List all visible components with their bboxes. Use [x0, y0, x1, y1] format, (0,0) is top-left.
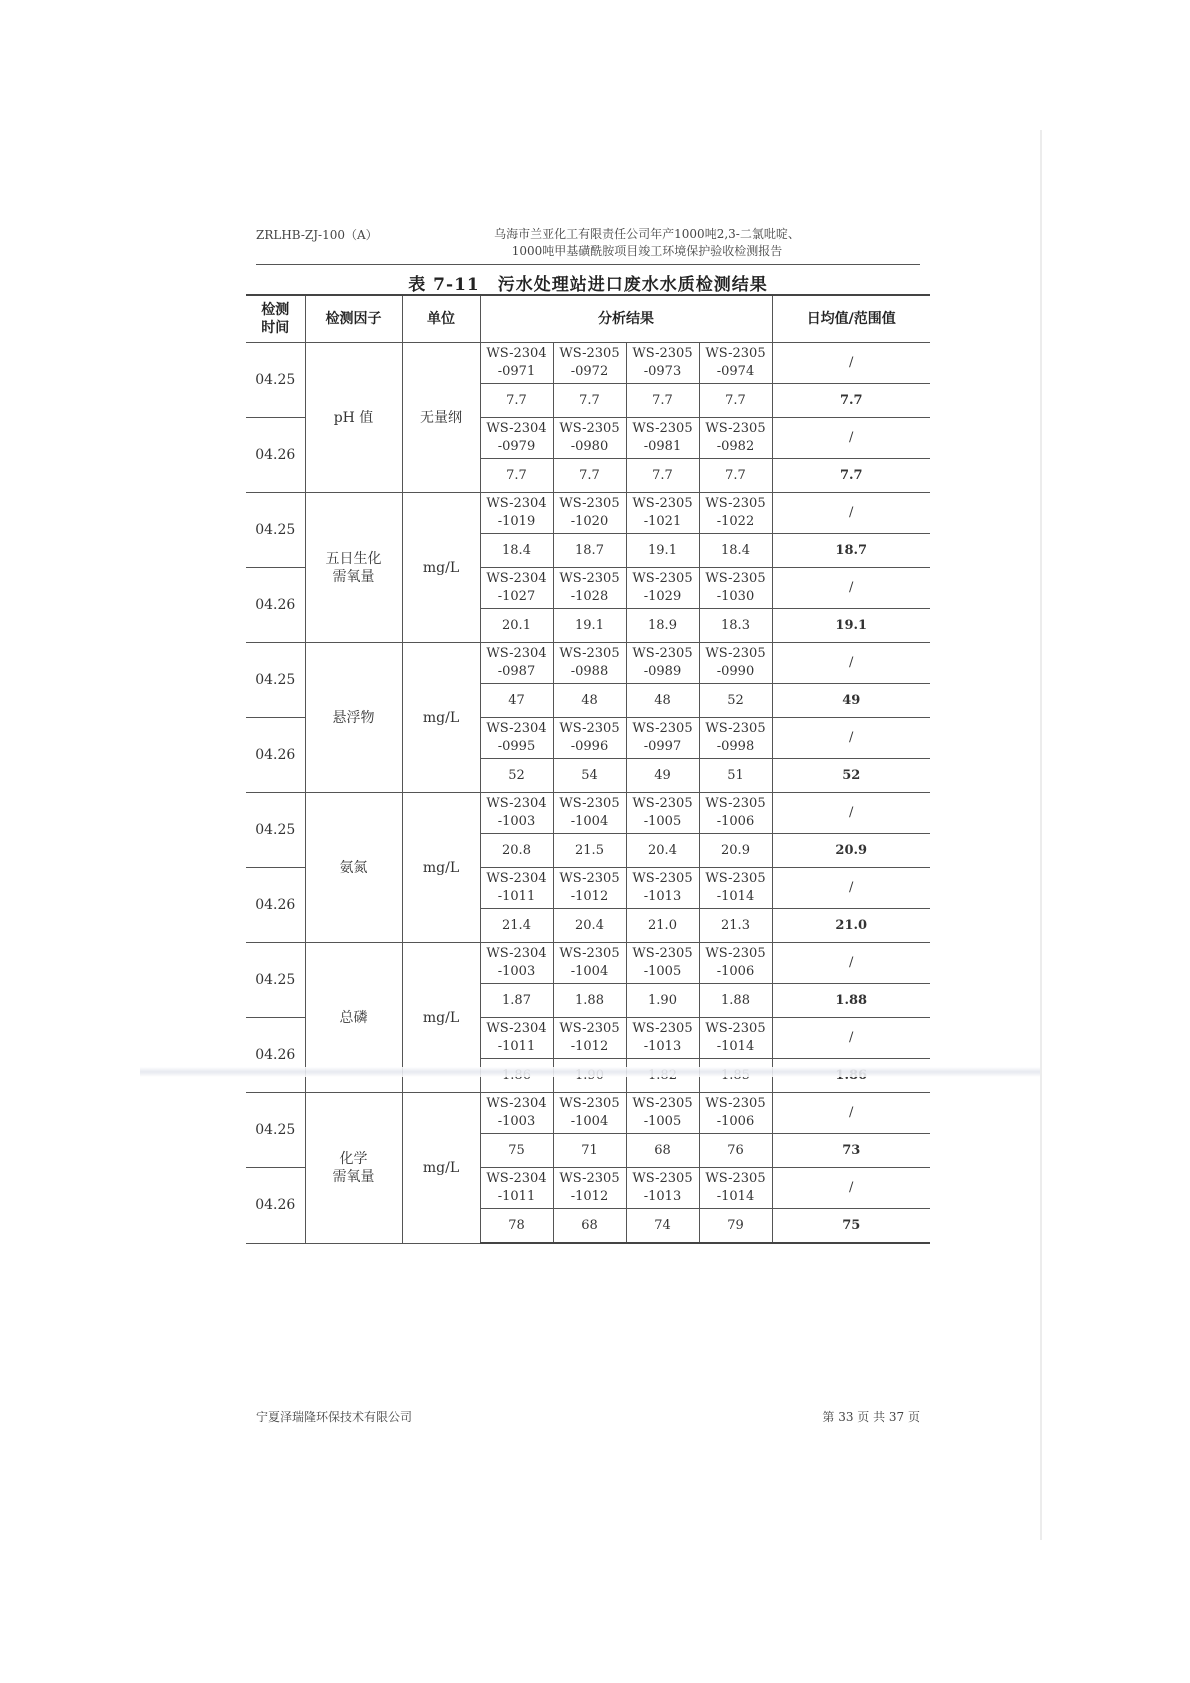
cell-sample-code — [553, 418, 626, 459]
sample-code-part: WS-2304 — [486, 496, 547, 511]
sample-code-part: WS-2304 — [486, 421, 547, 436]
cell-sample-code — [480, 643, 553, 684]
document-code: ZRLHB-ZJ-100（A） — [256, 228, 378, 242]
cell-sample-code — [553, 643, 626, 684]
sample-code-part: -1005 — [643, 814, 682, 829]
sample-code-part: WS-2305 — [705, 1096, 766, 1111]
table-caption — [246, 270, 930, 295]
report-title — [452, 226, 842, 260]
cell-sample-code — [699, 493, 772, 534]
sample-code-part: WS-2305 — [559, 1021, 620, 1036]
cell-sample-code — [480, 868, 553, 909]
sample-code-part: -1011 — [497, 1039, 536, 1054]
cell-value: 7.7 — [480, 384, 553, 418]
cell-sample-code — [699, 943, 772, 984]
sample-code-part: WS-2305 — [632, 946, 693, 961]
sample-code-part: WS-2305 — [705, 871, 766, 886]
cell-value: 7.7 — [553, 384, 626, 418]
cell-unit: mg/L — [402, 493, 480, 643]
cell-unit: mg/L — [402, 943, 480, 1093]
cell-value: 20.1 — [480, 609, 553, 643]
sample-code-part: -1021 — [643, 514, 682, 529]
cell-value: 1.87 — [480, 984, 553, 1018]
factor-line: 五日生化 — [325, 550, 382, 567]
factor-line: 总磷 — [339, 1009, 368, 1026]
cell-sample-code — [553, 1093, 626, 1134]
cell-sample-code — [626, 1018, 699, 1059]
table-row — [246, 493, 930, 534]
sample-code-part: -1012 — [570, 889, 609, 904]
cell-avg-placeholder: / — [772, 718, 930, 759]
sample-code-part: WS-2305 — [705, 721, 766, 736]
factor-line: pH 值 — [333, 409, 374, 426]
sample-code-part: WS-2305 — [632, 421, 693, 436]
cell-value: 79 — [699, 1209, 772, 1244]
cell-daily-average: 52 — [772, 759, 930, 793]
report-title-line-1: 乌海市兰亚化工有限责任公司年产1000吨2,3-二氯吡啶、 — [494, 227, 800, 241]
sample-code-part: -0995 — [497, 739, 536, 754]
sample-code-part: -1014 — [716, 1039, 755, 1054]
cell-factor — [305, 493, 402, 643]
sample-code-part: WS-2305 — [705, 946, 766, 961]
cell-sample-code — [626, 643, 699, 684]
cell-sample-code — [553, 943, 626, 984]
sample-code-part: WS-2305 — [705, 496, 766, 511]
sample-code-part: WS-2305 — [632, 871, 693, 886]
sample-code-part: WS-2305 — [705, 421, 766, 436]
sample-code-part: -0998 — [716, 739, 755, 754]
cell-sample-code — [553, 1168, 626, 1209]
sample-code-part: WS-2304 — [486, 646, 547, 661]
cell-value: 71 — [553, 1134, 626, 1168]
cell-daily-average: 75 — [772, 1209, 930, 1244]
factor-line: 氨氮 — [339, 859, 368, 876]
cell-value: 48 — [553, 684, 626, 718]
sample-code-part: WS-2305 — [705, 571, 766, 586]
cell-value: 7.7 — [626, 384, 699, 418]
cell-value: 52 — [480, 759, 553, 793]
sample-code-part: WS-2305 — [632, 721, 693, 736]
cell-value: 76 — [699, 1134, 772, 1168]
sample-code-part: -0973 — [643, 364, 682, 379]
cell-avg-placeholder: / — [772, 493, 930, 534]
cell-sample-code — [699, 418, 772, 459]
cell-date: 04.25 — [246, 643, 305, 718]
factor-line: 需氧量 — [332, 568, 375, 585]
sample-code-part: WS-2304 — [486, 1171, 547, 1186]
cell-factor — [305, 793, 402, 943]
cell-sample-code — [553, 493, 626, 534]
sample-code-part: -0989 — [643, 664, 682, 679]
cell-date: 04.26 — [246, 868, 305, 943]
cell-sample-code — [480, 1018, 553, 1059]
cell-sample-code — [699, 868, 772, 909]
sample-code-part: WS-2305 — [559, 571, 620, 586]
sample-code-part: WS-2305 — [632, 496, 693, 511]
cell-daily-average: 21.0 — [772, 909, 930, 943]
sample-code-part: -1022 — [716, 514, 755, 529]
table-row — [246, 643, 930, 684]
cell-sample-code — [626, 1093, 699, 1134]
cell-unit: mg/L — [402, 793, 480, 943]
sample-code-part: WS-2304 — [486, 571, 547, 586]
sample-code-part: -0988 — [570, 664, 609, 679]
sample-code-part: WS-2305 — [559, 796, 620, 811]
cell-value: 20.4 — [626, 834, 699, 868]
sample-code-part: -1003 — [497, 1114, 536, 1129]
cell-sample-code — [553, 343, 626, 384]
sample-code-part: WS-2305 — [632, 1021, 693, 1036]
cell-value: 20.4 — [553, 909, 626, 943]
cell-sample-code — [699, 793, 772, 834]
sample-code-part: WS-2305 — [559, 1171, 620, 1186]
sample-code-part: WS-2305 — [632, 1096, 693, 1111]
sample-code-part: -0974 — [716, 364, 755, 379]
cell-value: 1.88 — [553, 984, 626, 1018]
table-number: 表 7-11 — [408, 275, 480, 295]
cell-sample-code — [699, 718, 772, 759]
report-header — [256, 222, 920, 265]
cell-date: 04.25 — [246, 493, 305, 568]
scan-artifact — [140, 1067, 1040, 1077]
cell-value: 21.5 — [553, 834, 626, 868]
cell-date: 04.26 — [246, 1168, 305, 1244]
cell-unit: 无量纲 — [402, 343, 480, 493]
cell-avg-placeholder: / — [772, 418, 930, 459]
cell-sample-code — [480, 418, 553, 459]
cell-sample-code — [626, 793, 699, 834]
factor-line: 化学 — [339, 1150, 368, 1167]
cell-value: 47 — [480, 684, 553, 718]
cell-sample-code — [626, 1168, 699, 1209]
cell-date: 04.26 — [246, 568, 305, 643]
sample-code-part: -0979 — [497, 439, 536, 454]
sample-code-part: WS-2305 — [632, 646, 693, 661]
sample-code-part: -0981 — [643, 439, 682, 454]
cell-sample-code — [626, 418, 699, 459]
cell-daily-average: 7.7 — [772, 459, 930, 493]
sample-code-part: -0971 — [497, 364, 536, 379]
table-row — [246, 943, 930, 984]
sample-code-part: WS-2305 — [559, 1096, 620, 1111]
cell-value: 74 — [626, 1209, 699, 1244]
cell-daily-average: 18.7 — [772, 534, 930, 568]
sample-code-part: -1004 — [570, 814, 609, 829]
cell-sample-code — [699, 568, 772, 609]
sample-code-part: -0982 — [716, 439, 755, 454]
cell-date: 04.26 — [246, 418, 305, 493]
sample-code-part: -1004 — [570, 964, 609, 979]
cell-avg-placeholder: / — [772, 1093, 930, 1134]
cell-sample-code — [480, 718, 553, 759]
cell-sample-code — [699, 1168, 772, 1209]
cell-unit: mg/L — [402, 643, 480, 793]
cell-value: 78 — [480, 1209, 553, 1244]
sample-code-part: -1006 — [716, 814, 755, 829]
cell-value: 21.3 — [699, 909, 772, 943]
sample-code-part: -1020 — [570, 514, 609, 529]
cell-value: 18.4 — [699, 534, 772, 568]
cell-date: 04.26 — [246, 718, 305, 793]
sample-code-part: WS-2305 — [632, 796, 693, 811]
cell-value: 18.4 — [480, 534, 553, 568]
cell-value: 19.1 — [553, 609, 626, 643]
sample-code-part: -1011 — [497, 1189, 536, 1204]
sample-code-part: -1012 — [570, 1039, 609, 1054]
cell-value: 7.7 — [626, 459, 699, 493]
cell-date: 04.26 — [246, 1018, 305, 1093]
table-row — [246, 1093, 930, 1134]
cell-sample-code — [553, 1018, 626, 1059]
header-unit: 单位 — [402, 295, 480, 343]
cell-value: 52 — [699, 684, 772, 718]
sample-code-part: -0990 — [716, 664, 755, 679]
sample-code-part: WS-2305 — [632, 346, 693, 361]
sample-code-part: -0980 — [570, 439, 609, 454]
cell-sample-code — [626, 568, 699, 609]
table-header-row — [246, 295, 930, 343]
cell-sample-code — [626, 343, 699, 384]
cell-value: 1.88 — [699, 984, 772, 1018]
sample-code-part: -1005 — [643, 964, 682, 979]
cell-factor — [305, 1093, 402, 1244]
sample-code-part: WS-2305 — [705, 646, 766, 661]
cell-sample-code — [699, 1018, 772, 1059]
table-row — [246, 343, 930, 384]
cell-sample-code — [480, 793, 553, 834]
cell-sample-code — [553, 568, 626, 609]
cell-sample-code — [553, 718, 626, 759]
cell-sample-code — [480, 1168, 553, 1209]
page-edge — [1040, 130, 1042, 1540]
cell-sample-code — [553, 793, 626, 834]
cell-value: 18.7 — [553, 534, 626, 568]
header-time: 检测 时间 — [246, 295, 305, 343]
cell-value: 20.8 — [480, 834, 553, 868]
cell-value: 19.1 — [626, 534, 699, 568]
cell-avg-placeholder: / — [772, 1018, 930, 1059]
cell-sample-code — [480, 943, 553, 984]
sample-code-part: -0997 — [643, 739, 682, 754]
cell-value: 7.7 — [480, 459, 553, 493]
cell-value: 1.90 — [626, 984, 699, 1018]
sample-code-part: -1006 — [716, 964, 755, 979]
cell-sample-code — [626, 868, 699, 909]
cell-date: 04.25 — [246, 943, 305, 1018]
cell-value: 7.7 — [699, 459, 772, 493]
factor-line: 悬浮物 — [332, 709, 375, 726]
cell-value: 49 — [626, 759, 699, 793]
cell-value: 75 — [480, 1134, 553, 1168]
sample-code-part: -1013 — [643, 1039, 682, 1054]
cell-avg-placeholder: / — [772, 643, 930, 684]
sample-code-part: -0987 — [497, 664, 536, 679]
sample-code-part: WS-2304 — [486, 796, 547, 811]
cell-date: 04.25 — [246, 1093, 305, 1168]
cell-value: 51 — [699, 759, 772, 793]
sample-code-part: WS-2305 — [705, 796, 766, 811]
sample-code-part: WS-2305 — [559, 346, 620, 361]
sample-code-part: WS-2304 — [486, 1021, 547, 1036]
table-row — [246, 793, 930, 834]
sample-code-part: -1014 — [716, 889, 755, 904]
cell-value: 68 — [553, 1209, 626, 1244]
cell-daily-average: 20.9 — [772, 834, 930, 868]
water-quality-table — [246, 294, 930, 1244]
sample-code-part: -1027 — [497, 589, 536, 604]
cell-daily-average: 19.1 — [772, 609, 930, 643]
sample-code-part: WS-2305 — [559, 646, 620, 661]
sample-code-part: WS-2305 — [632, 1171, 693, 1186]
sample-code-part: WS-2304 — [486, 871, 547, 886]
sample-code-part: WS-2304 — [486, 346, 547, 361]
sample-code-part: WS-2304 — [486, 946, 547, 961]
cell-sample-code — [480, 568, 553, 609]
cell-sample-code — [699, 643, 772, 684]
cell-value: 18.9 — [626, 609, 699, 643]
cell-value: 68 — [626, 1134, 699, 1168]
sample-code-part: -1003 — [497, 814, 536, 829]
cell-value: 7.7 — [553, 459, 626, 493]
cell-sample-code — [480, 493, 553, 534]
sample-code-part: WS-2305 — [705, 1171, 766, 1186]
sample-code-part: -1006 — [716, 1114, 755, 1129]
cell-sample-code — [626, 943, 699, 984]
footer-page-info: 第 33 页 共 37 页 — [822, 1410, 920, 1424]
header-results: 分析结果 — [480, 295, 772, 343]
cell-factor — [305, 643, 402, 793]
cell-daily-average: 1.88 — [772, 984, 930, 1018]
cell-sample-code — [626, 493, 699, 534]
sample-code-part: WS-2305 — [559, 946, 620, 961]
table-title: 污水处理站进口废水水质检测结果 — [497, 275, 768, 295]
cell-value: 18.3 — [699, 609, 772, 643]
sample-code-part: WS-2305 — [559, 421, 620, 436]
sample-code-part: -1030 — [716, 589, 755, 604]
cell-date: 04.25 — [246, 793, 305, 868]
cell-avg-placeholder: / — [772, 1168, 930, 1209]
sample-code-part: WS-2305 — [559, 871, 620, 886]
sample-code-part: -1005 — [643, 1114, 682, 1129]
cell-avg-placeholder: / — [772, 343, 930, 384]
cell-avg-placeholder: / — [772, 568, 930, 609]
sample-code-part: -1028 — [570, 589, 609, 604]
cell-daily-average: 7.7 — [772, 384, 930, 418]
cell-sample-code — [699, 1093, 772, 1134]
cell-daily-average: 73 — [772, 1134, 930, 1168]
cell-value: 20.9 — [699, 834, 772, 868]
sample-code-part: -1012 — [570, 1189, 609, 1204]
sample-code-part: -1019 — [497, 514, 536, 529]
sample-code-part: -1014 — [716, 1189, 755, 1204]
sample-code-part: WS-2305 — [632, 571, 693, 586]
sample-code-part: WS-2305 — [559, 721, 620, 736]
cell-sample-code — [626, 718, 699, 759]
sample-code-part: -0996 — [570, 739, 609, 754]
sample-code-part: -0972 — [570, 364, 609, 379]
cell-sample-code — [480, 343, 553, 384]
cell-value: 21.0 — [626, 909, 699, 943]
sample-code-part: WS-2305 — [705, 1021, 766, 1036]
footer-company: 宁夏泽瑞隆环保技术有限公司 — [256, 1410, 413, 1424]
sample-code-part: -1029 — [643, 589, 682, 604]
cell-value: 7.7 — [699, 384, 772, 418]
sample-code-part: WS-2305 — [705, 346, 766, 361]
cell-value: 21.4 — [480, 909, 553, 943]
cell-value: 54 — [553, 759, 626, 793]
cell-sample-code — [553, 868, 626, 909]
cell-sample-code — [480, 1093, 553, 1134]
factor-line: 需氧量 — [332, 1168, 375, 1185]
sample-code-part: -1013 — [643, 889, 682, 904]
cell-value: 48 — [626, 684, 699, 718]
sample-code-part: -1003 — [497, 964, 536, 979]
header-factor: 检测因子 — [305, 295, 402, 343]
cell-date: 04.25 — [246, 343, 305, 418]
cell-factor — [305, 343, 402, 493]
cell-avg-placeholder: / — [772, 868, 930, 909]
cell-unit: mg/L — [402, 1093, 480, 1244]
header-avg: 日均值/范围值 — [772, 295, 930, 343]
sample-code-part: WS-2304 — [486, 1096, 547, 1111]
cell-sample-code — [699, 343, 772, 384]
report-title-line-2: 1000吨甲基磺酰胺项目竣工环境保护验收检测报告 — [511, 244, 783, 258]
sample-code-part: WS-2304 — [486, 721, 547, 736]
cell-avg-placeholder: / — [772, 943, 930, 984]
table-body — [246, 343, 930, 1244]
sample-code-part: -1004 — [570, 1114, 609, 1129]
cell-daily-average: 49 — [772, 684, 930, 718]
sample-code-part: -1011 — [497, 889, 536, 904]
sample-code-part: -1013 — [643, 1189, 682, 1204]
cell-avg-placeholder: / — [772, 793, 930, 834]
sample-code-part: WS-2305 — [559, 496, 620, 511]
